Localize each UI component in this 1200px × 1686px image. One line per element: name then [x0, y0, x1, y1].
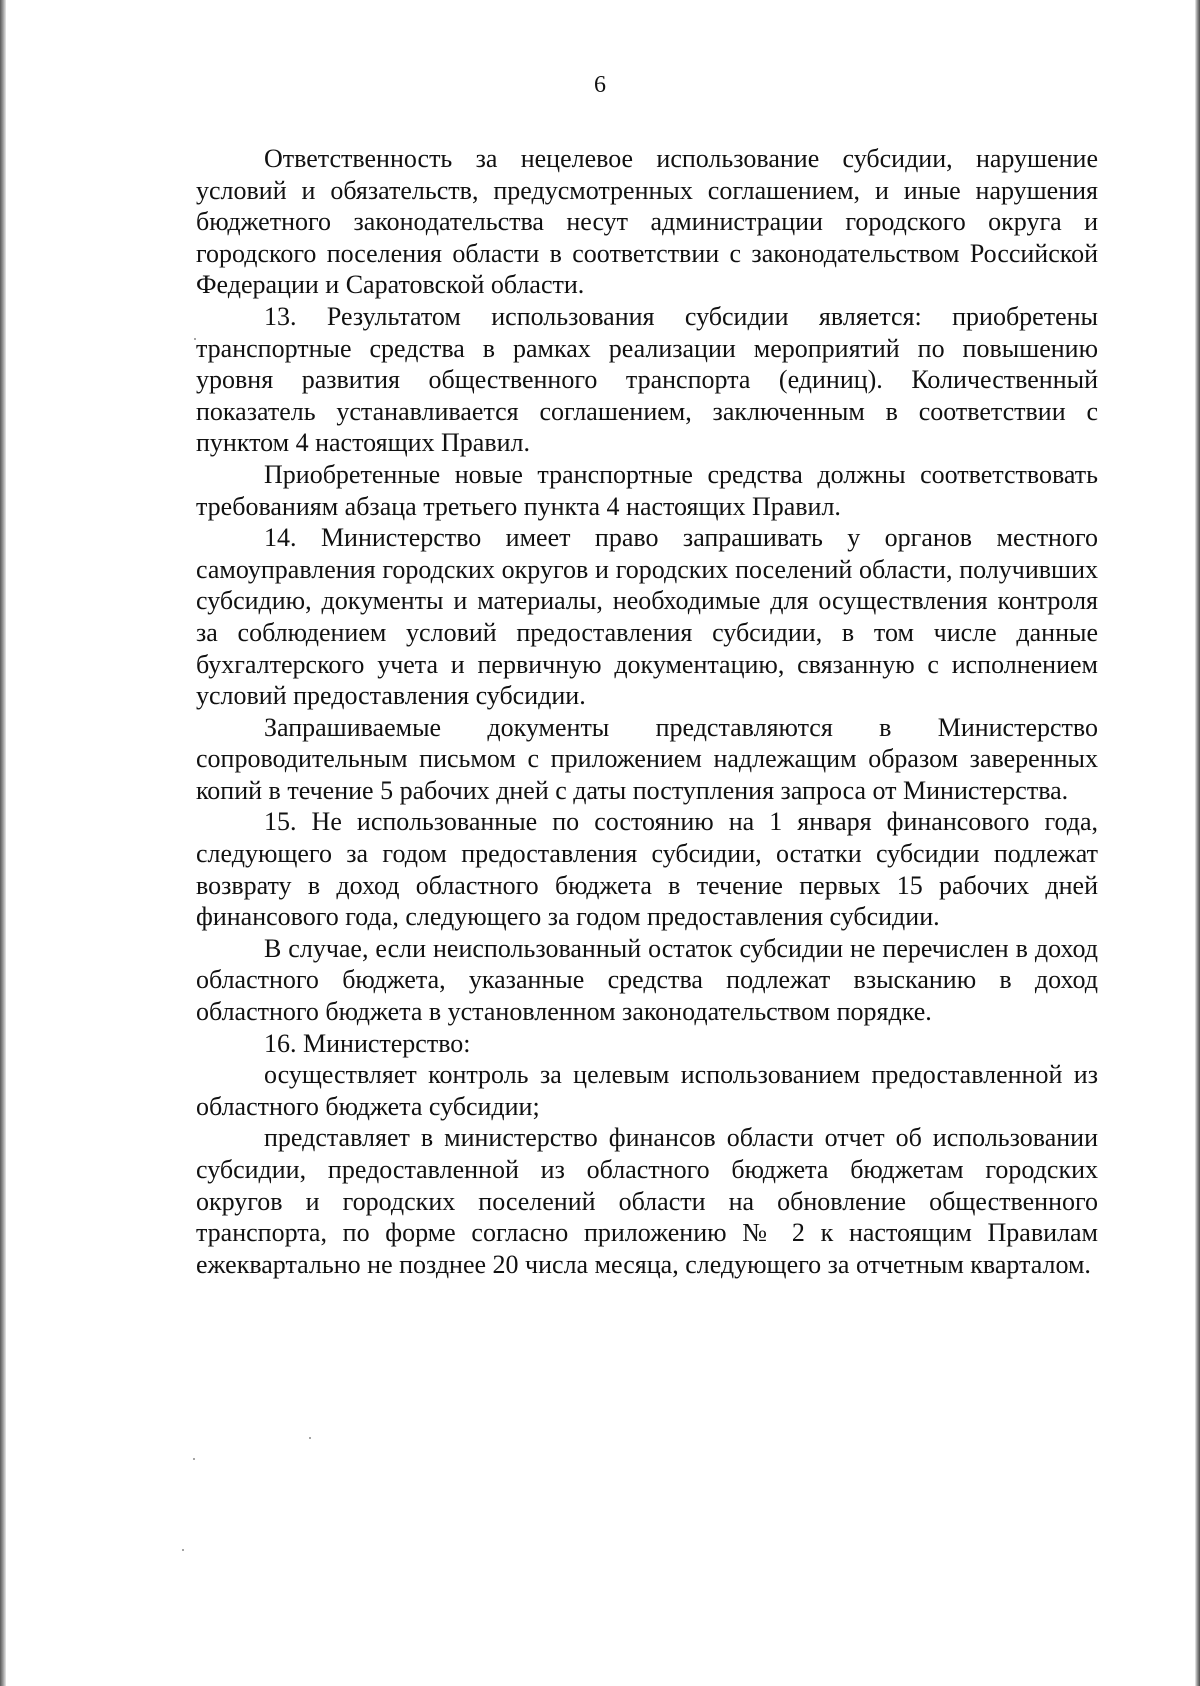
paragraph-16-heading: 16. Министерство: [264, 1028, 471, 1058]
scan-speck [193, 1458, 195, 1460]
paragraph-responsibility: Ответственность за нецелевое использование субсидии, нарушение условий и обязательств, предусмотренных соглашением, и иные нарушения бюджетного законодательства несут администрации городского округа и городского поселения области в соответствии с законодательством Российской Федерации и Саратовской области. [196, 144, 1098, 300]
paragraph-13-result: 13. Результатом использования субсидии является: приобретены транспортные средства в рамках реализации мероприятий по повышению уровня развития общественного транспорта (единиц). Количественный показатель устанавливается соглашением, заключенным в соответствии с пунктом 4 настоящих Правил. [196, 301, 1098, 458]
scan-speck [309, 1437, 311, 1439]
page-number: 6 [594, 72, 606, 98]
scan-speck [194, 338, 196, 340]
paragraph-14-ministry-rights: 14. Министерство имеет право запрашивать у органов местного самоуправления городских округов и городских поселений области, получивших субсидию, документы и материалы, необходимые для осуществления контроля за соблюдением условий предоставления субсидии, в том числе данные бухгалтерского учета и первичную документацию, связанную с исполнением условий предоставления субсидии. [196, 523, 1098, 711]
scan-edge-right [1195, 0, 1200, 1686]
paragraph-13-requirements: Приобретенные новые транспортные средства должны соответствовать требованиям абзаца третьего пункта 4 настоящих Правил. [196, 459, 1098, 521]
scan-speck [182, 1549, 184, 1551]
paragraph-15-unused-balance: 15. Не использованные по состоянию на 1 января финансового года, следующего за годом предоставления субсидии, остатки субсидии подлежат возврату в доход областного бюджета в течение первых 15 рабочих дней финансового года, следующего за годом предоставления субсидии. [196, 807, 1098, 932]
paragraph-14-documents: Запрашиваемые документы представляются в Министерство сопроводительным письмом с приложением надлежащим образом заверенных копий в течение 5 рабочих дней с даты поступления запроса от Министерства. [196, 712, 1098, 805]
paragraph-16-control: осуществляет контроль за целевым использованием предоставленной из областного бюджета субсидии; [196, 1060, 1098, 1121]
paragraph-16-report: представляет в министерство финансов области отчет об использовании субсидии, предоставленной из областного бюджета бюджетам городских округов и городских поселений области на обновление общественного транспорта, по форме согласно приложению № 2 к настоящим Правилам ежеквартально не позднее 20 числа месяца, следующего за отчетным кварталом. [196, 1123, 1098, 1279]
paragraph-15-recovery: В случае, если неиспользованный остаток субсидии не перечислен в доход областного бюджета, указанные средства подлежат взысканию в доход областного бюджета в установленном законодательством порядке. [196, 933, 1098, 1027]
scan-edge-left [0, 0, 6, 1686]
document-body [196, 143, 1098, 1280]
